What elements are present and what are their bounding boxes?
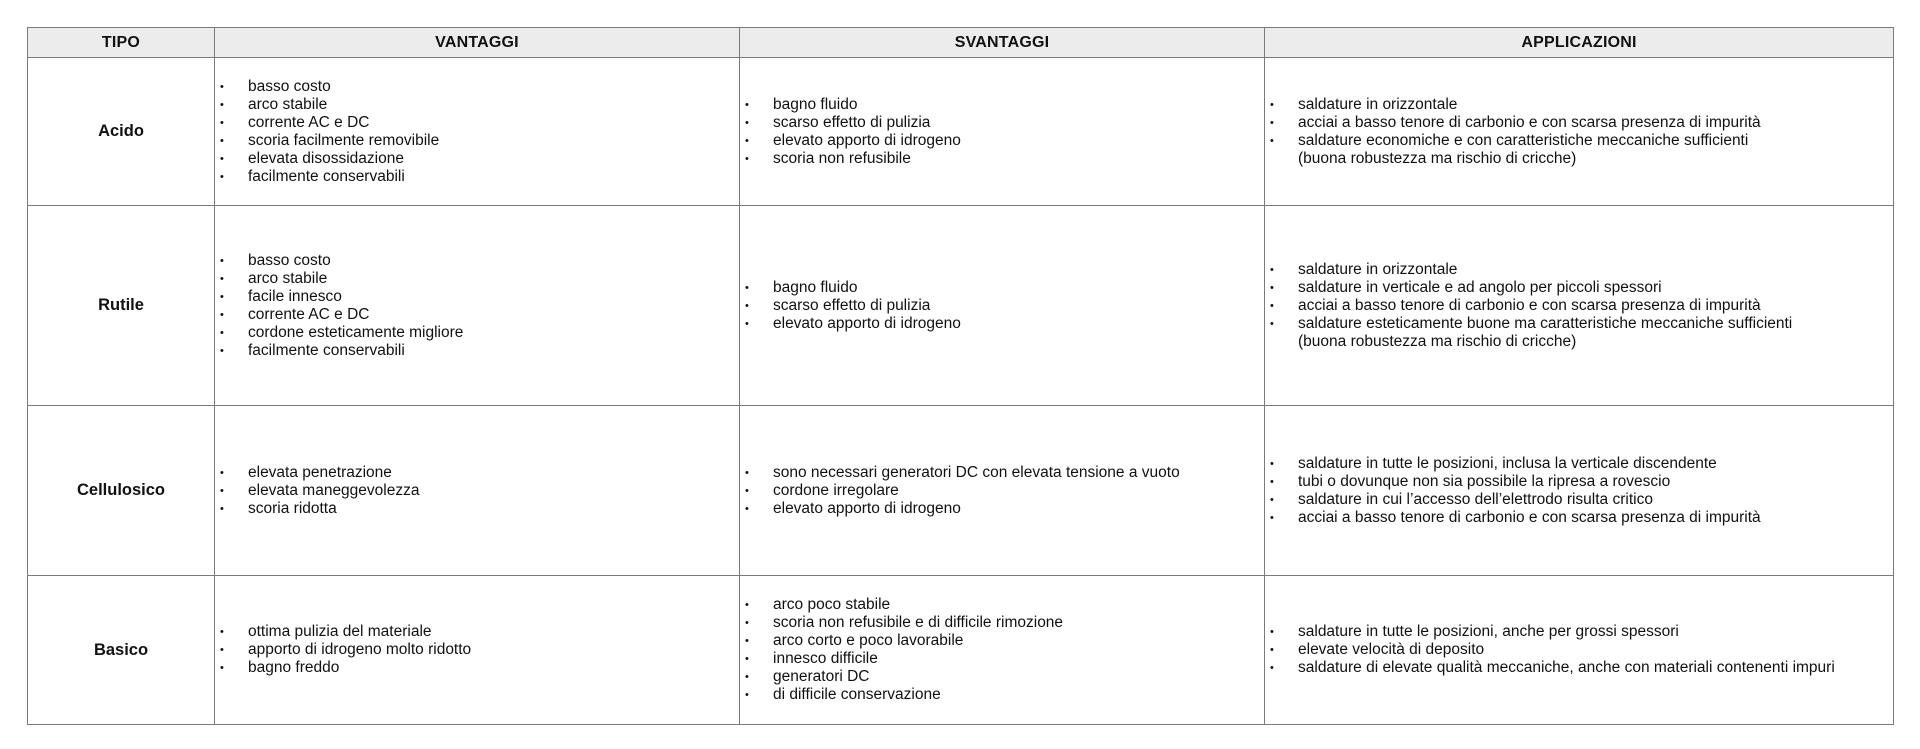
list-item-text: arco stabile (248, 269, 328, 287)
bullet-icon: • (745, 98, 749, 111)
list-item-text: apporto di idrogeno molto ridotto (248, 641, 472, 658)
bullet-icon: • (220, 662, 224, 674)
list-item (220, 96, 733, 114)
list-item (220, 270, 733, 288)
list-item-text: ottima pulizia del materiale (248, 623, 432, 640)
vantaggi-list (215, 464, 739, 518)
vantaggi-cell (215, 576, 740, 725)
vantaggi-cell (215, 58, 740, 206)
list-item (1270, 96, 1887, 114)
list-item-text: scoria facilmente removibile (248, 131, 440, 149)
bullet-icon: • (220, 502, 224, 515)
list-item-text: saldature in verticale e ad angolo per piccoli spessori (1298, 278, 1662, 296)
bullet-icon: • (745, 299, 749, 312)
list-item (220, 78, 733, 96)
list-item-text: arco poco stabile (773, 596, 891, 613)
list-item (220, 641, 733, 659)
list-item-text: bagno fluido (773, 95, 858, 113)
bullet-icon: • (745, 466, 749, 479)
list-item (220, 482, 733, 500)
tipo-cell: Acido (28, 58, 215, 206)
list-item-text: facilmente conservabili (248, 167, 405, 185)
bullet-icon: • (220, 80, 224, 93)
list-item (745, 315, 1258, 333)
list-item-text: saldature di elevate qualità meccaniche, anche con materiali contenenti impuri (1298, 659, 1835, 676)
list-item-text: basso costo (248, 77, 331, 95)
bullet-icon: • (1270, 457, 1274, 470)
bullet-icon: • (1270, 644, 1274, 656)
applicazioni-cell (1265, 206, 1894, 406)
list-item (1270, 279, 1887, 297)
list-item-text: saldature in tutte le posizioni, inclusa la verticale discendente (1298, 454, 1717, 472)
list-item (745, 150, 1258, 168)
applicazioni-list (1265, 96, 1893, 168)
bullet-icon: • (220, 134, 224, 147)
applicazioni-list (1265, 623, 1893, 677)
list-item (220, 306, 733, 324)
bullet-icon: • (745, 653, 749, 665)
bullet-icon: • (745, 152, 749, 165)
bullet-icon: • (1270, 299, 1274, 312)
table-row-cellulosico (28, 406, 1894, 576)
list-item (220, 623, 733, 641)
bullet-icon: • (745, 317, 749, 330)
list-item-text: elevata disossidazione (248, 149, 404, 167)
list-item-text: elevate velocità di deposito (1298, 641, 1485, 658)
bullet-icon: • (1270, 317, 1274, 330)
bullet-icon: • (745, 617, 749, 629)
list-item-text: arco stabile (248, 95, 328, 113)
list-item (745, 686, 1258, 704)
bullet-icon: • (745, 502, 749, 515)
list-item-text: sono necessari generatori DC con elevata tensione a vuoto (773, 463, 1180, 481)
list-item (1270, 491, 1887, 509)
list-item (1270, 455, 1887, 473)
bullet-icon: • (220, 308, 224, 321)
bullet-icon: • (220, 254, 224, 267)
list-item (745, 668, 1258, 686)
tipo-cell: Cellulosico (28, 406, 215, 576)
list-item-text: generatori DC (773, 668, 870, 685)
list-item-text: scarso effetto di pulizia (773, 113, 931, 131)
list-item (1270, 315, 1887, 351)
header-tipo: TIPO (28, 28, 215, 58)
vantaggi-list (215, 78, 739, 186)
list-item-text: cordone irregolare (773, 481, 899, 499)
bullet-icon: • (1270, 281, 1274, 294)
bullet-icon: • (745, 484, 749, 497)
header-row (28, 28, 1894, 58)
list-item (1270, 509, 1887, 527)
svantaggi-list (740, 279, 1264, 333)
bullet-icon: • (220, 344, 224, 357)
list-item (745, 297, 1258, 315)
table-row-rutile (28, 206, 1894, 406)
electrode-comparison-table-container (27, 27, 1893, 725)
bullet-icon: • (220, 466, 224, 479)
bullet-icon: • (745, 671, 749, 683)
list-item (745, 279, 1258, 297)
vantaggi-list (215, 623, 739, 677)
list-item (745, 114, 1258, 132)
list-item (220, 500, 733, 518)
list-item-text: innesco difficile (773, 650, 878, 667)
list-item-text: acciai a basso tenore di carbonio e con scarsa presenza di impurità (1298, 113, 1761, 131)
list-item (745, 596, 1258, 614)
list-item (220, 168, 733, 186)
list-item (745, 632, 1258, 650)
list-item (220, 342, 733, 360)
svantaggi-cell (740, 406, 1265, 576)
list-item-text: basso costo (248, 251, 331, 269)
list-item-text: facilmente conservabili (248, 341, 405, 359)
list-item-text: facile innesco (248, 287, 342, 305)
list-item-text: scoria ridotta (248, 499, 337, 517)
list-item-text: tubi o dovunque non sia possibile la ripresa a rovescio (1298, 472, 1671, 490)
bullet-icon: • (220, 272, 224, 285)
bullet-icon: • (220, 98, 224, 111)
list-item (745, 500, 1258, 518)
list-item (1270, 623, 1887, 641)
vantaggi-list (215, 252, 739, 360)
list-item (1270, 641, 1887, 659)
bullet-icon: • (1270, 263, 1274, 276)
bullet-icon: • (1270, 475, 1274, 488)
applicazioni-list (1265, 261, 1893, 351)
applicazioni-cell (1265, 58, 1894, 206)
list-item (1270, 659, 1887, 677)
bullet-icon: • (220, 644, 224, 656)
bullet-icon: • (745, 116, 749, 129)
list-item (745, 132, 1258, 150)
list-item (220, 464, 733, 482)
tipo-cell: Basico (28, 576, 215, 725)
bullet-icon: • (220, 170, 224, 183)
svantaggi-cell (740, 576, 1265, 725)
header-svantaggi: SVANTAGGI (740, 28, 1265, 58)
svantaggi-cell (740, 58, 1265, 206)
list-item-text: arco corto e poco lavorabile (773, 632, 964, 649)
bullet-icon: • (220, 290, 224, 303)
list-item (1270, 473, 1887, 491)
header-vantaggi: VANTAGGI (215, 28, 740, 58)
list-item-text: corrente AC e DC (248, 305, 370, 323)
electrode-comparison-table (27, 27, 1894, 725)
bullet-icon: • (1270, 493, 1274, 506)
bullet-icon: • (745, 689, 749, 701)
list-item-text: saldature in tutte le posizioni, anche per grossi spessori (1298, 623, 1679, 640)
list-item (220, 288, 733, 306)
bullet-icon: • (220, 484, 224, 497)
list-item-text: saldature esteticamente buone ma caratteristiche meccaniche sufficienti (buona robustezza ma rischio di cricche) (1298, 314, 1793, 350)
list-item (745, 614, 1258, 632)
list-item-text: elevata penetrazione (248, 463, 392, 481)
list-item-text: bagno freddo (248, 659, 340, 676)
list-item (220, 252, 733, 270)
bullet-icon: • (220, 116, 224, 129)
vantaggi-cell (215, 206, 740, 406)
bullet-icon: • (1270, 511, 1274, 524)
bullet-icon: • (1270, 116, 1274, 129)
list-item-text: elevata maneggevolezza (248, 481, 420, 499)
bullet-icon: • (1270, 662, 1274, 674)
list-item-text: elevato apporto di idrogeno (773, 499, 961, 517)
list-item (220, 324, 733, 342)
svantaggi-list (740, 464, 1264, 518)
list-item-text: bagno fluido (773, 278, 858, 296)
list-item (745, 96, 1258, 114)
bullet-icon: • (1270, 134, 1274, 147)
bullet-icon: • (1270, 626, 1274, 638)
bullet-icon: • (1270, 98, 1274, 111)
list-item (1270, 114, 1887, 132)
bullet-icon: • (745, 635, 749, 647)
bullet-icon: • (220, 326, 224, 339)
list-item (220, 659, 733, 677)
list-item-text: scoria non refusibile (773, 149, 911, 167)
bullet-icon: • (745, 599, 749, 611)
list-item-text: acciai a basso tenore di carbonio e con scarsa presenza di impurità (1298, 296, 1761, 314)
bullet-icon: • (745, 281, 749, 294)
svantaggi-list (740, 96, 1264, 168)
list-item-text: saldature in orizzontale (1298, 260, 1458, 278)
list-item-text: saldature economiche e con caratteristiche meccaniche sufficienti (buona robustezza ma rischio di cricche) (1298, 131, 1749, 167)
list-item (745, 650, 1258, 668)
list-item-text: saldature in cui l’accesso dell’elettrodo risulta critico (1298, 490, 1653, 508)
list-item-text: di difficile conservazione (773, 686, 941, 703)
svantaggi-list (740, 596, 1264, 704)
applicazioni-cell (1265, 406, 1894, 576)
list-item (220, 114, 733, 132)
list-item-text: scarso effetto di pulizia (773, 296, 931, 314)
list-item-text: scoria non refusibile e di difficile rimozione (773, 614, 1064, 631)
list-item-text: elevato apporto di idrogeno (773, 314, 961, 332)
table-row-acido (28, 58, 1894, 206)
applicazioni-cell (1265, 576, 1894, 725)
list-item (1270, 132, 1887, 168)
bullet-icon: • (220, 152, 224, 165)
list-item-text: elevato apporto di idrogeno (773, 131, 961, 149)
svantaggi-cell (740, 206, 1265, 406)
bullet-icon: • (745, 134, 749, 147)
table-row-basico (28, 576, 1894, 725)
list-item-text: corrente AC e DC (248, 113, 370, 131)
list-item-text: saldature in orizzontale (1298, 95, 1458, 113)
bullet-icon: • (220, 626, 224, 638)
list-item (745, 464, 1258, 482)
list-item-text: acciai a basso tenore di carbonio e con scarsa presenza di impurità (1298, 508, 1761, 526)
tipo-cell: Rutile (28, 206, 215, 406)
list-item-text: cordone esteticamente migliore (248, 323, 464, 341)
list-item (220, 132, 733, 150)
applicazioni-list (1265, 455, 1893, 527)
list-item (1270, 261, 1887, 279)
list-item (1270, 297, 1887, 315)
vantaggi-cell (215, 406, 740, 576)
header-applicazioni: APPLICAZIONI (1265, 28, 1894, 58)
list-item (220, 150, 733, 168)
list-item (745, 482, 1258, 500)
